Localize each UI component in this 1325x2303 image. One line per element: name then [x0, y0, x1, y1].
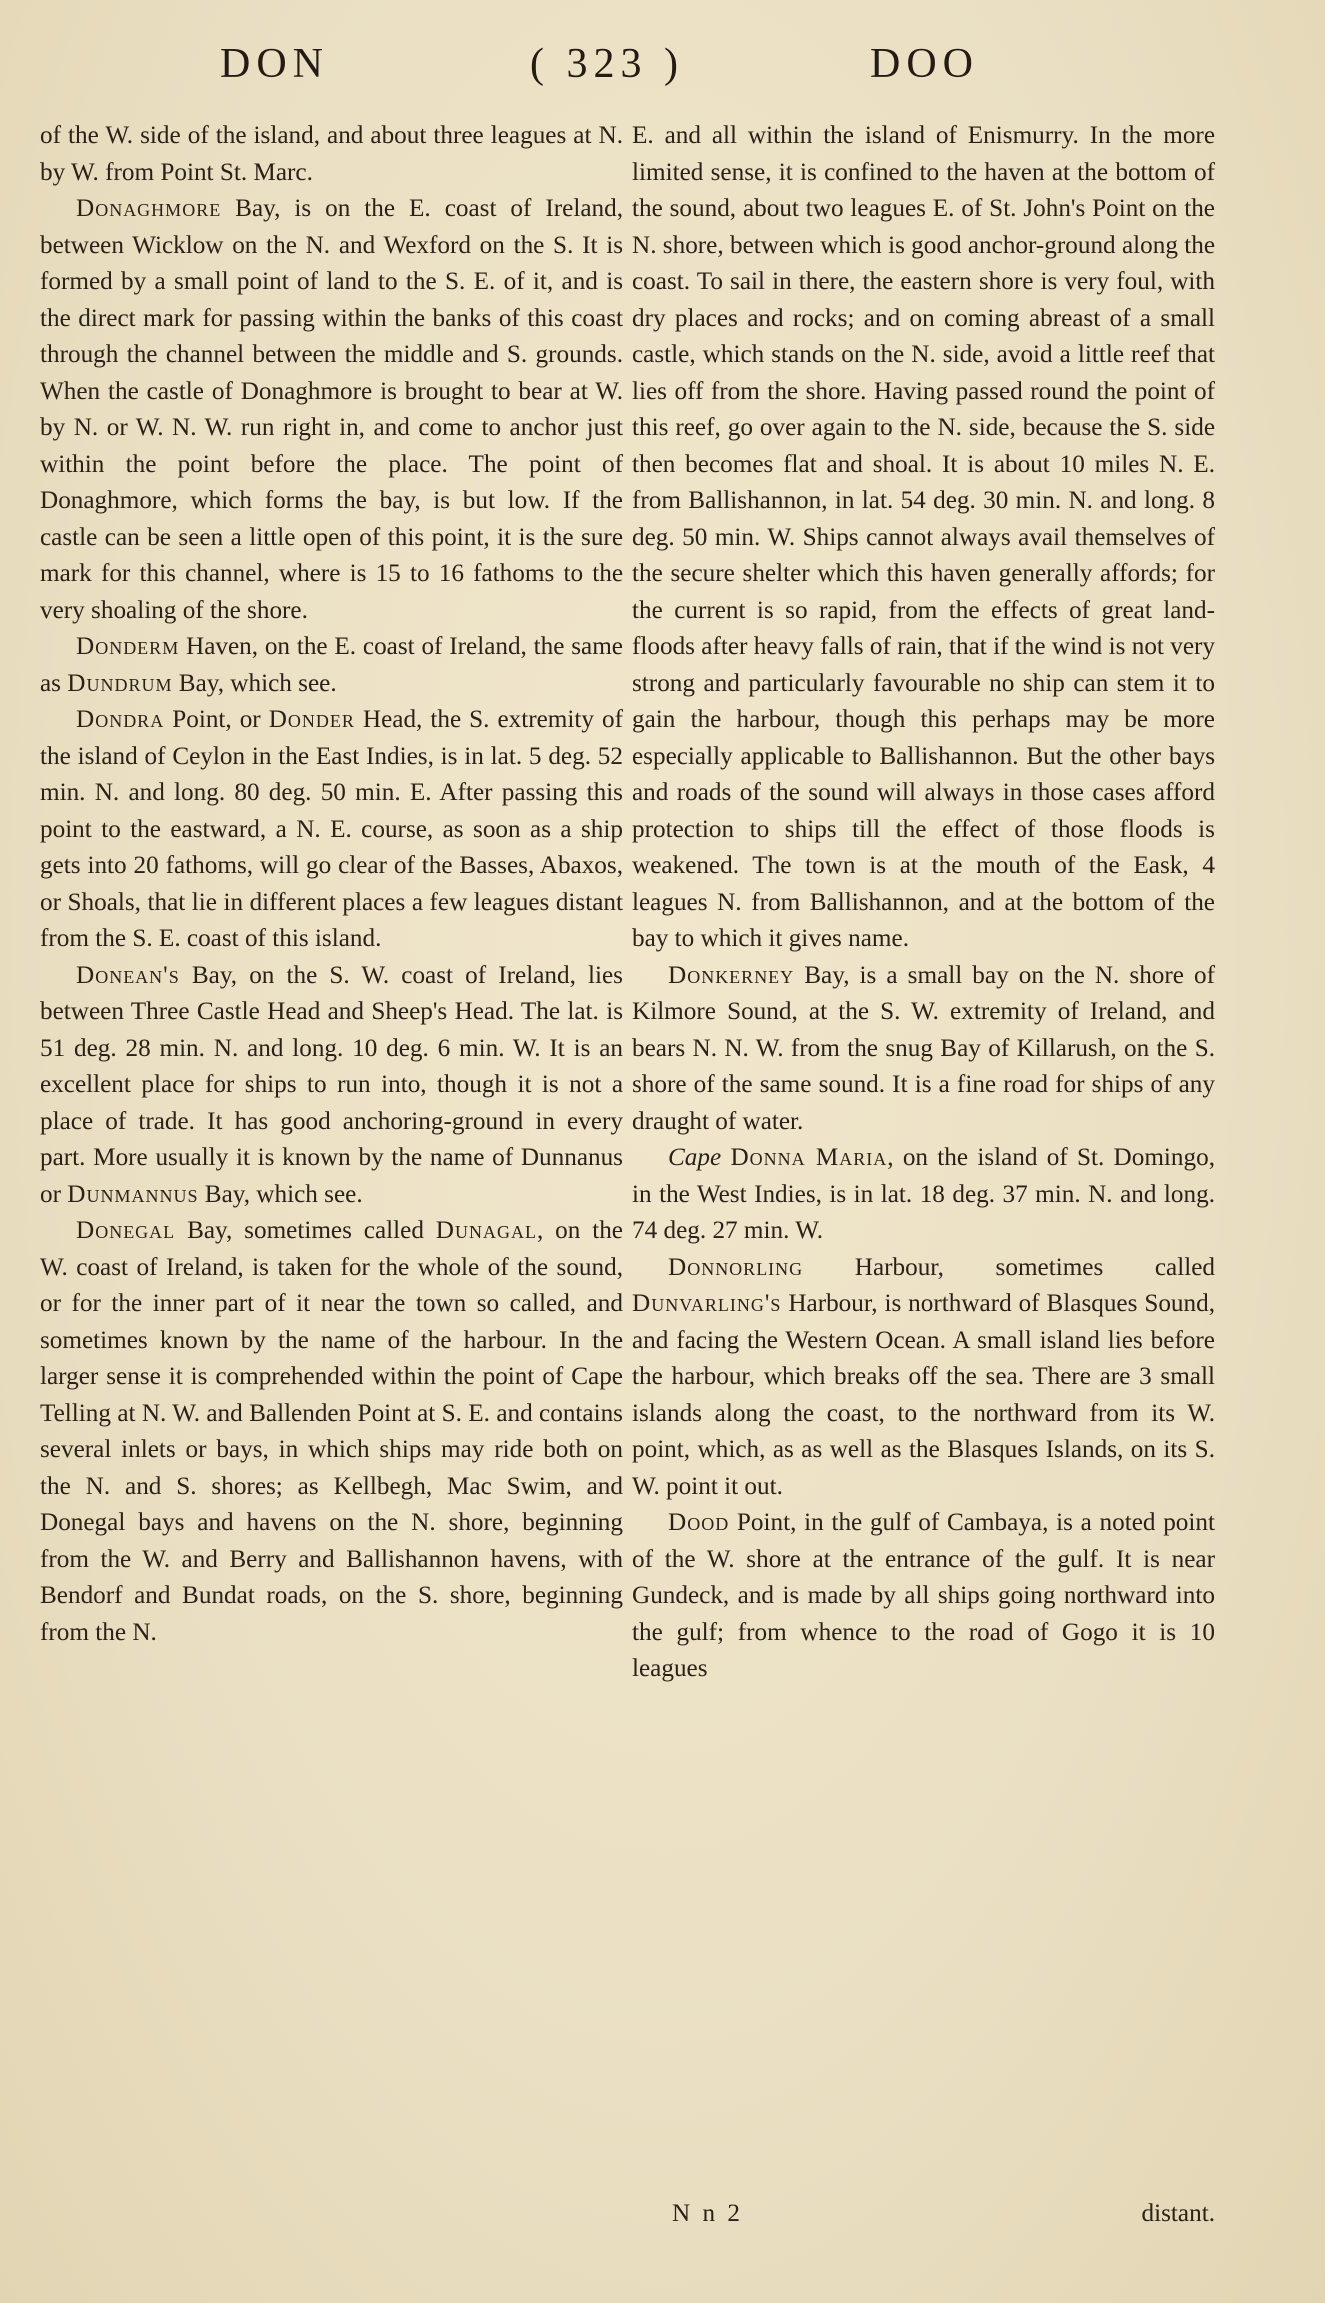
entry-headword: Donean's: [76, 961, 180, 989]
entry-donna-maria: [632, 1140, 1215, 1250]
entry-cross-reference: Donder: [268, 706, 355, 733]
entry-text: Bay, is on the E. coast of Ireland, between Wicklow on the N. and Wexford on the S. It is formed by a small point of land to the S. E. of it, and is the direct mark for passing within the banks of this coast through the channel between the middle and S. grounds. When the castle of Donaghmore is brought to bear at W. by N. or W. N. W. run right in, and come to anchor just within the point before the place. The point of Donaghmore, which forms the bay, is but low. If the castle can be seen a little open of this point, it is the sure mark for this channel, where is 15 to 16 fathoms to the very shoaling of the shore.: [40, 195, 623, 624]
entry-text: , on the W. coast of Ireland, is taken for the whole of the sound, or for the inner part of it near the town so called, and sometimes known by the name of the harbour. In the larger sense it is comprehended within the point of Cape Telling at N. W. and Ballenden Point at S. E. and contains several inlets or bays, in which ships may ride both on the N. and S. shores; as Kellbegh, Mac Swim, and Donegal bays and havens on the N. shore, beginning from the W. and Berry and Ballishannon havens, with Bendorf and Bundat roads, on the S. shore, beginning from the N.: [40, 1217, 623, 1646]
entry-text: , on the island of St. Domingo, in the West Indies, is in lat. 18 deg. 37 min. N. and long. 74 deg. 27 min. W.: [632, 1144, 1215, 1244]
entry-headword: Donaghmore: [76, 195, 222, 222]
entry-donnorling: [632, 1250, 1215, 1506]
entry-donegal: [40, 1213, 623, 1651]
entry-text: Harbour, is northward of Blasques Sound, and facing the Western Ocean. A small island lies before the harbour, which breaks off the sea. There are 3 small islands along the coast, to the northward from its W. point, which, as as well as the Blasques Islands, on its S. W. point it out.: [632, 1290, 1215, 1500]
running-head-right: DOO: [870, 41, 979, 87]
entry-text: Point, in the gulf of Cambaya, is a noted point of the W. shore at the entrance of the gulf. It is near Gundeck, and is made by all ships going northward into the gulf; from whence to the road of Gogo it is 10 leagues: [632, 1509, 1215, 1682]
left-column: [40, 118, 623, 1651]
entry-dondra: [40, 702, 623, 958]
page-footer: [632, 2200, 1215, 2240]
entry-cross-reference: Dundrum: [67, 669, 173, 697]
entry-headword: Donkerney: [668, 961, 795, 989]
page-number: ( 323 ): [530, 41, 684, 87]
entry-text: Point, or: [164, 706, 269, 733]
entry-cross-reference: Dunmannus: [67, 1180, 199, 1208]
running-head-left: DON: [220, 41, 329, 87]
entry-text: Head, the S. extremity of the island of Ceylon in the East Indies, is in lat. 5 deg. 52 min. N. and long. 80 deg. 50 min. E. After passing this point to the eastward, a N. E. course, as soon as a ship gets into 20 fathoms, will go clear of the Basses, Abaxos, or Shoals, that lie in different places a few leagues distant from the S. E. coast of this island.: [40, 706, 623, 952]
entry-headword: Donnorling: [668, 1253, 804, 1281]
entry-headword: Dood: [668, 1509, 730, 1536]
entry-dood: [632, 1505, 1215, 1688]
entry-text: Bay, is a small bay on the N. shore of Kilmore Sound, at the S. W. extremity of Ireland, and bears N. N. W. from the snug Bay of Killarush, on the S. shore of the same sound. It is a fine road for ships of any draught of water.: [632, 961, 1215, 1135]
entry-text: Harbour, sometimes called: [803, 1253, 1215, 1281]
signature-mark: N n 2: [672, 2200, 743, 2227]
entry-donderm: [40, 629, 623, 702]
entry-donkerney: [632, 958, 1215, 1141]
entry-continuation: [632, 118, 1215, 958]
catchword: distant.: [1141, 2200, 1215, 2227]
entry-text: E. and all within the island of Enismurry. In the more limited sense, it is confined to the haven at the bottom of the sound, about two leagues E. of St. John's Point on the N. shore, between which is good anchor-ground along the coast. To sail in there, the eastern shore is very foul, with dry places and rocks; and on coming abreast of a small castle, which stands on the N. side, avoid a little reef that lies off from the shore. Having passed round the point of this reef, go over again to the N. side, because the S. side then becomes flat and shoal. It is about 10 miles N. E. from Ballishannon, in lat. 54 deg. 30 min. N. and long. 8 deg. 50 min. W. Ships cannot always avail themselves of the secure shelter which this haven generally affords; for the current is so rapid, from the effects of great land-floods after heavy falls of rain, that if the wind is not very strong and particularly favourable no ship can stem it to gain the harbour, though this perhaps may be more especially applicable to Ballishannon. But the other bays and roads of the sound will always in those cases afford protection to ships till the effect of those floods is weakened. The town is at the mouth of the Eask, 4 leagues N. from Ballishannon, and at the bottom of the bay to which it gives name.: [632, 122, 1215, 952]
entry-headword: Donna Maria: [730, 1144, 888, 1171]
entry-text: Bay, which see.: [198, 1180, 363, 1208]
entry-cross-reference: Dunvarling's: [632, 1290, 782, 1317]
entry-headword: Donderm: [76, 633, 180, 660]
entry-text: of the W. side of the island, and about three leagues at N. by W. from Point St. Marc.: [40, 122, 623, 186]
entry-headword: Donegal: [76, 1217, 176, 1244]
entry-cross-reference: Dunagal: [435, 1217, 537, 1244]
entry-text: Bay, which see.: [172, 669, 337, 697]
entry-text: Haven, on the E. coast of Ireland, the same as: [40, 633, 623, 697]
entry-text: Bay, on the S. W. coast of Ireland, lies between Three Castle Head and Sheep's Head. The lat. is 51 deg. 28 min. N. and long. 10 deg. 6 min. W. It is an excellent place for ships to run into, though it is not a place of trade. It has good anchoring-ground in every part. More usually it is known by the name of Dunnanus or: [40, 961, 623, 1208]
entry-prefix: Cape: [668, 1144, 722, 1171]
page-header: [0, 40, 1325, 100]
entry-text: Bay, sometimes called: [175, 1217, 436, 1244]
entry-doneans: [40, 958, 623, 1214]
entry-continuation: [40, 118, 623, 191]
entry-headword: Dondra: [76, 706, 165, 733]
entry-donaghmore: [40, 191, 623, 629]
right-column: [632, 118, 1215, 1688]
